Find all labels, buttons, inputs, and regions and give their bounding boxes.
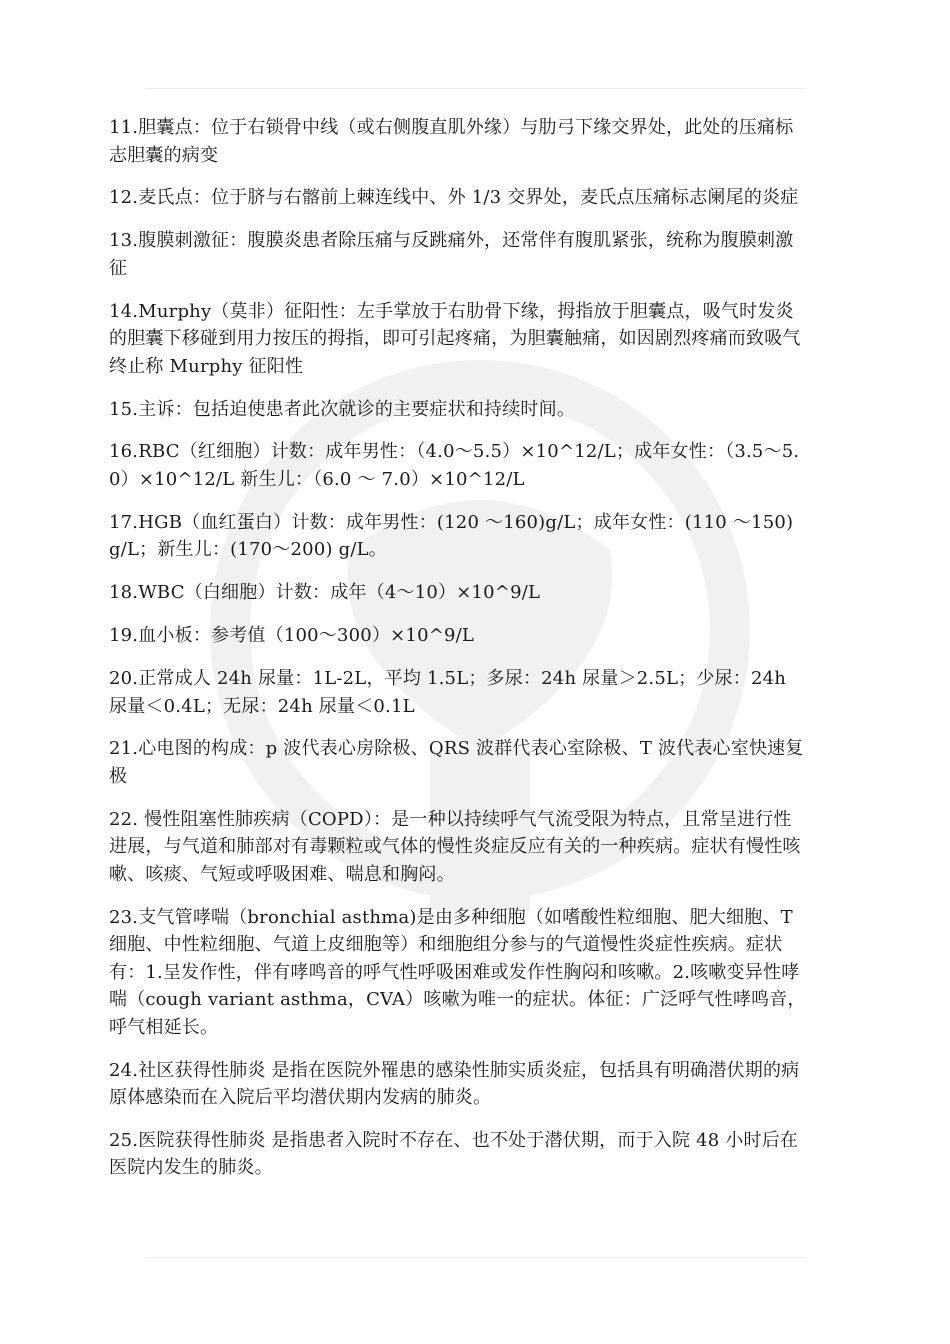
- entry-11-gallbladder-point: 11.胆囊点：位于右锁骨中线（或右侧腹直肌外缘）与肋弓下缘交界处，此处的压痛标志胆囊的病变: [109, 117, 794, 166]
- entry-24-community-pneumonia: 24.社区获得性肺炎 是指在医院外罹患的感染性肺实质炎症，包括具有明确潜伏期的病原体感染而在入院后平均潜伏期内发病的肺炎。: [109, 1059, 800, 1109]
- entry-16-rbc-count: 16.RBC（红细胞）计数：成年男性：（4.0～5.5）×10^12/L；成年女性：（3.5～5.0）×10^12/L 新生儿：（6.0 ～ 7.0）×10^12/L: [109, 441, 800, 490]
- entry-12-mcburney-point: 12.麦氏点：位于脐与右髂前上棘连线中、外 1/3 交界处，麦氏点压痛标志阑尾的炎症: [109, 187, 799, 209]
- entry-23-asthma: 23.支气管哮喘（bronchial asthma)是由多种细胞（如嗜酸性粒细胞、肥大细胞、T 细胞、中性粒细胞、气道上皮细胞等）和细胞组分参与的气道慢性炎症性疾病。症状有：1.呈发作性，伴有哮鸣音的呼气性呼吸困难或发作性胸闷和咳嗽。2.咳嗽变异性哮喘（cough variant asthma，CVA）咳嗽为唯一的症状。体征：广泛呼气性哮鸣音，呼气相延长。: [109, 906, 806, 1038]
- entry-18-wbc-count: 18.WBC（白细胞）计数：成年（4～10）×10^9/L: [109, 582, 541, 604]
- entry-20-urine-volume: 20.正常成人 24h 尿量：1L-2L，平均 1.5L；多尿：24h 尿量＞2.5L；少尿：24h 尿量＜0.4L；无尿：24h 尿量＜0.1L: [109, 668, 787, 717]
- header-divider: [145, 88, 805, 89]
- entry-19-platelets: 19.血小板：参考值（100～300）×10^9/L: [109, 625, 475, 647]
- entry-13-peritoneal-irritation: 13.腹膜刺激征：腹膜炎患者除压痛与反跳痛外，还常伴有腹肌紧张，统称为腹膜刺激征: [109, 230, 794, 279]
- entry-17-hgb-count: 17.HGB（血红蛋白）计数：成年男性：(120 ～160)g/L；成年女性：(110 ～150) g/L；新生儿：(170～200) g/L。: [109, 511, 794, 561]
- footer-divider: [145, 1257, 805, 1258]
- document-body: [109, 114, 806, 1197]
- entry-21-ecg-components: 21.心电图的构成：p 波代表心房除极、QRS 波群代表心室除极、T 波代表心室快速复极: [109, 738, 804, 787]
- entry-15-chief-complaint: 15.主诉：包括迫使患者此次就诊的主要症状和持续时间。: [109, 398, 576, 420]
- entry-22-copd: 22. 慢性阻塞性肺疾病（COPD）：是一种以持续呼气气流受限为特点，且常呈进行性进展，与气道和肺部对有毒颗粒或气体的慢性炎症反应有关的一种疾病。症状有慢性咳嗽、咳痰、气短或呼吸困难、喘息和胸闷。: [109, 808, 801, 885]
- entry-14-murphy-sign: 14.Murphy（莫非）征阳性：左手掌放于右肋骨下缘，拇指放于胆囊点，吸气时发炎的胆囊下移碰到用力按压的拇指，即可引起疼痛，为胆囊触痛，如因剧烈疼痛而致吸气终止称 Murphy 征阳性: [109, 300, 801, 377]
- entry-25-hospital-pneumonia: 25.医院获得性肺炎 是指患者入院时不存在、也不处于潜伏期，而于入院 48 小时后在医院内发生的肺炎。: [109, 1129, 799, 1179]
